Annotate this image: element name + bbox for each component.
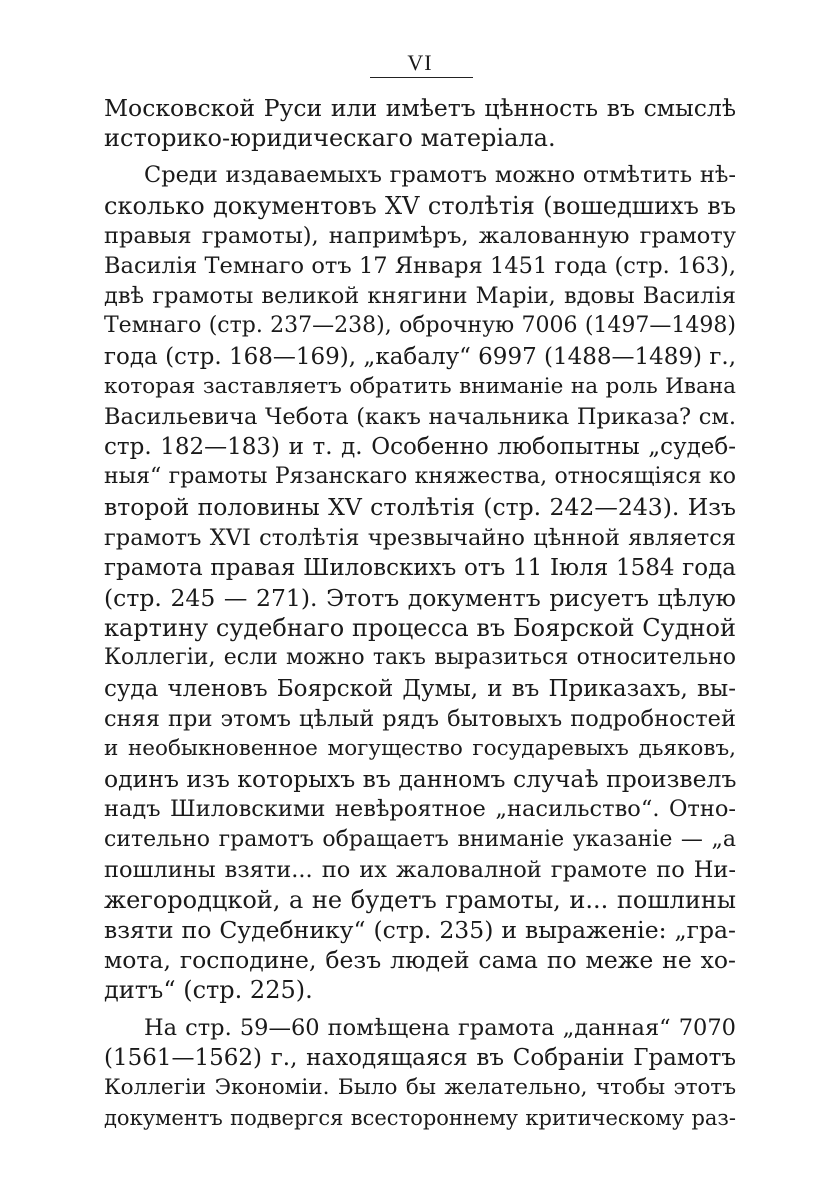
text-line: картину судебнаго процесса въ Боярской Судной: [104, 614, 736, 643]
text-line: стр. 182—183) и т. д. Особенно любопытны „судеб-: [104, 434, 736, 461]
text-line: Василія Темнаго отъ 17 Января 1451 года (стр. 163),: [104, 252, 736, 279]
text-line: сняя при этомъ цѣлый рядъ бытовыхъ подробностей: [104, 705, 736, 732]
text-line: (1561—1562) г., находящаяся въ Собраніи Грамотъ: [104, 1044, 736, 1071]
text-line: которая заставляетъ обратить вниманіе на роль Ивана: [104, 373, 736, 399]
text-line: Среди издаваемыхъ грамотъ можно отмѣтить нѣ-: [144, 162, 736, 189]
text-line: грамота правая Шиловскихъ отъ 11 Іюля 1584 года: [104, 554, 736, 581]
text-line: (стр. 245 — 271). Этотъ документъ рисуетъ цѣлую: [104, 584, 736, 612]
text-line: года (стр. 168—169), „кабалу“ 6997 (1488—1489) г.,: [104, 343, 737, 370]
paragraph-2: [104, 160, 736, 1005]
text-line: Коллегіи Экономіи. Было бы желательно, чтобы этотъ: [104, 1075, 736, 1100]
text-line: мота, господине, безъ людей сама по меже не хо-: [104, 946, 736, 975]
text-line: документъ подвергся всестороннему критическому раз-: [104, 1106, 736, 1131]
text-line: Коллегіи, если можно такъ выразиться относительно: [104, 645, 736, 671]
paragraph-3: [104, 1013, 736, 1134]
text-line: и необыкновенное могущество государевыхъ дьяковъ,: [104, 735, 736, 761]
text-line: дитъ“ (стр. 225).: [104, 976, 313, 1005]
body-text: [104, 93, 736, 1133]
text-line: одинъ изъ которыхъ въ данномъ случаѣ произвелъ: [104, 765, 737, 794]
text-line: суда членовъ Боярской Думы, и въ Приказахъ, вы-: [104, 675, 736, 702]
text-line: ныя“ грамоты Рязанскаго княжества, относящіяся ко: [104, 464, 736, 490]
header-rule: [370, 77, 473, 78]
text-line: правыя грамоты), напримѣръ, жалованную грамоту: [104, 222, 736, 249]
text-line: Московской Руси или имѣетъ цѣнность въ смыслѣ: [104, 94, 736, 122]
text-line: Темнаго (стр. 237—238), оброчную 7006 (1497—1498): [104, 313, 736, 339]
text-line: двѣ грамоты великой княгини Маріи, вдовы Василія: [104, 283, 736, 310]
text-line: взяти по Судебнику“ (стр. 235) и выраженіе: „гра-: [104, 916, 736, 945]
paragraph-1: [104, 93, 736, 153]
text-line: пошлины взяти... по их жаловалной грамоте по Ни-: [104, 856, 736, 883]
text-line: На стр. 59—60 помѣщена грамота „данная“ 7070: [144, 1014, 736, 1041]
page-number: VI: [407, 50, 433, 75]
text-line: жегородцкой, а не будетъ грамоты, и... пошлины: [104, 885, 736, 914]
text-line: историко-юридическаго матеріала.: [104, 124, 556, 153]
text-line: второй половины XV столѣтія (стр. 242—243). Изъ: [104, 493, 736, 522]
text-line: грамотъ XVI столѣтія чрезвычайно цѣнной является: [104, 524, 736, 551]
text-line: сколько документовъ XV столѣтія (вошедшихъ въ: [104, 191, 736, 220]
text-line: Васильевича Чебота (какъ начальника Приказа? см.: [104, 403, 736, 430]
text-line: надъ Шиловскими невѣроятное „насильство“. Отно-: [104, 796, 736, 823]
text-line: сительно грамотъ обращаетъ вниманіе указаніе — „а: [104, 826, 736, 852]
